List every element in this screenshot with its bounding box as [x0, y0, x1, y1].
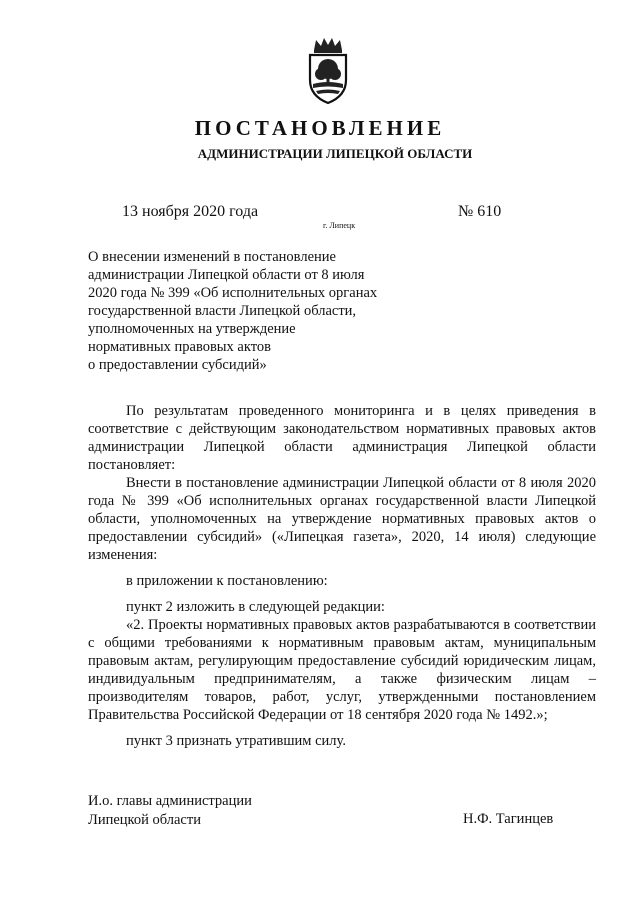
document-date: 13 ноября 2020 года — [122, 203, 259, 220]
subject-line: О внесении изменений в постановление — [88, 249, 336, 265]
coat-of-arms-icon — [302, 36, 354, 106]
body-paragraph: в приложении к постановлению: — [126, 573, 328, 589]
subject-line: администрации Липецкой области от 8 июля — [88, 267, 365, 283]
body-paragraph: «2. Проекты нормативных правовых актов разрабатываются в соответствии с общими требованиями к нормативным правовым актам, муниципальным правовым актам, регулирующим предоставление субсидий юридическим лицам, индивидуальным предпринимателям, а также физическим лицам – производителям товаров, работ, услуг, утвержденными постановлением Правительства Российской Федерации от 18 сентября 2020 года № 1492.»; — [88, 617, 596, 723]
signatory-name: Н.Ф. Тагинцев — [463, 811, 554, 827]
body-paragraph: По результатам проведенного мониторинга и в целях приведения в соответствие с действующим законодательством нормативных правовых актов администрации Липецкой области администрация Липецкой области постановляет: — [88, 403, 596, 473]
subject-line: нормативных правовых актов — [88, 339, 271, 355]
subject-line: уполномоченных на утверждение — [88, 321, 296, 337]
subject-line: государственной власти Липецкой области, — [88, 303, 357, 319]
body-paragraph: пункт 2 изложить в следующей редакции: — [126, 599, 385, 615]
document-body — [88, 402, 596, 750]
signatory-position — [88, 792, 252, 830]
document-subject — [88, 248, 418, 374]
body-paragraph: пункт 3 признать утратившим силу. — [126, 733, 346, 749]
signatory-position-line: Липецкой области — [88, 812, 201, 828]
subject-line: 2020 года № 399 «Об исполнительных органах — [88, 285, 378, 301]
document-title: ПОСТАНОВЛЕНИЕ — [194, 116, 446, 140]
document-city: г. Липецк — [323, 221, 356, 230]
document-number: № 610 — [458, 203, 502, 220]
issuing-authority: АДМИНИСТРАЦИИ ЛИПЕЦКОЙ ОБЛАСТИ — [197, 146, 473, 161]
subject-line: о предоставлении субсидий» — [88, 357, 267, 373]
signatory-position-line: И.о. главы администрации — [88, 793, 252, 809]
body-paragraph: Внести в постановление администрации Липецкой области от 8 июля 2020 года № 399 «Об исполнительных органах государственной власти Липецкой области, уполномоченных на утверждение нормативных правовых актов о предоставлении субсидий» («Липецкая газета», 2020, 14 июля) следующие изменения: — [88, 475, 596, 563]
